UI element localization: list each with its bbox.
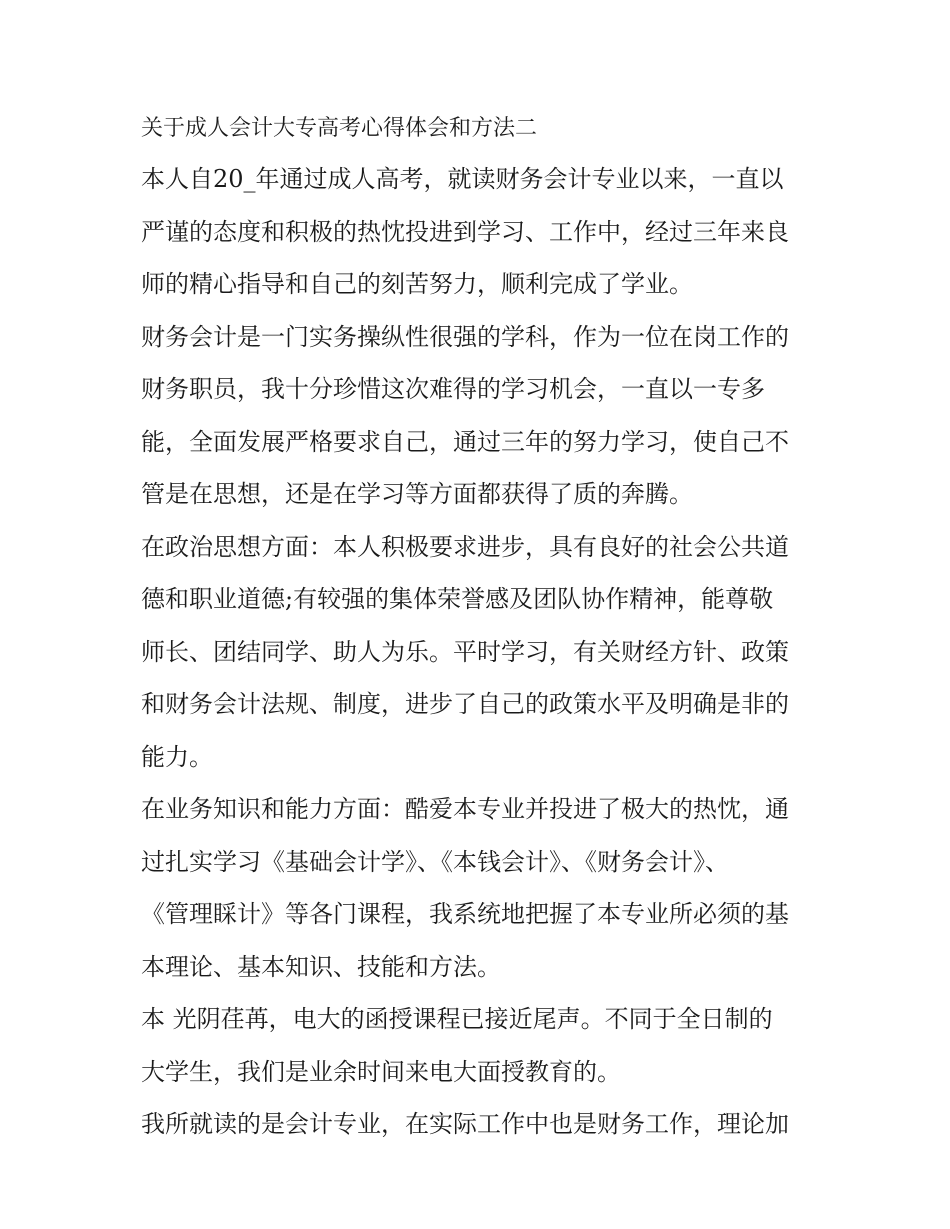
- text-line: 本人自20_年通过成人高考，就读财务会计专业以来，一直以: [141, 165, 784, 193]
- text-line: 能力。: [141, 742, 213, 771]
- text-line: 过扎实学习《基础会计学》、《本钱会计》、《财务会计》、: [141, 847, 729, 876]
- paragraph-accounting: [141, 311, 821, 521]
- text-line: 大学生，我们是业余时间来电大面授教育的。: [141, 1057, 621, 1086]
- document-title: 关于成人会计大专高考心得体会和方法二: [141, 116, 538, 141]
- text-line: 能，全面发展严格要求自己，通过三年的努力学习，使自己不: [141, 427, 789, 456]
- paragraph-intro: [141, 153, 821, 311]
- text-line: 《管理睬计》等各门课程，我系统地把握了本专业所必须的基: [141, 900, 789, 928]
- text-line: 德和职业道德;有较强的集体荣誉感及团队协作精神，能尊敬: [141, 585, 774, 613]
- text-line: 财务会计是一门实务操纵性很强的学科，作为一位在岗工作的: [141, 322, 789, 351]
- paragraph-time: [141, 993, 821, 1098]
- text-line: 本 光阴荏苒，电大的函授课程已接近尾声。不同于全日制的: [141, 1005, 773, 1033]
- text-line: 和财务会计法规、制度，进步了自己的政策水平及明确是非的: [141, 690, 789, 718]
- text-line: 在业务知识和能力方面：酷爱本专业并投进了极大的热忱，通: [141, 795, 789, 823]
- text-line: 管是在思想，还是在学习等方面都获得了质的奔腾。: [141, 480, 693, 508]
- text-line: 在政治思想方面：本人积极要求进步，具有良好的社会公共道: [141, 532, 789, 561]
- text-line: 本理论、基本知识、技能和方法。: [141, 952, 501, 981]
- text-line: 严谨的态度和积极的热忱投进到学习、工作中，经过三年来良: [141, 217, 789, 246]
- paragraph-political: [141, 521, 821, 784]
- document-body: [141, 105, 821, 1151]
- text-line: 师的精心指导和自己的刻苦努力，顺利完成了学业。: [141, 270, 693, 298]
- text-line: 师长、团结同学、助人为乐。平时学习，有关财经方针、政策: [141, 637, 789, 666]
- text-line: 财务职员，我十分珍惜这次难得的学习机会，一直以一专多: [141, 375, 765, 403]
- text-line: 我所就读的是会计专业，在实际工作中也是财务工作，理论加: [141, 1110, 789, 1138]
- paragraph-knowledge: [141, 783, 821, 993]
- paragraph-major: [141, 1098, 821, 1151]
